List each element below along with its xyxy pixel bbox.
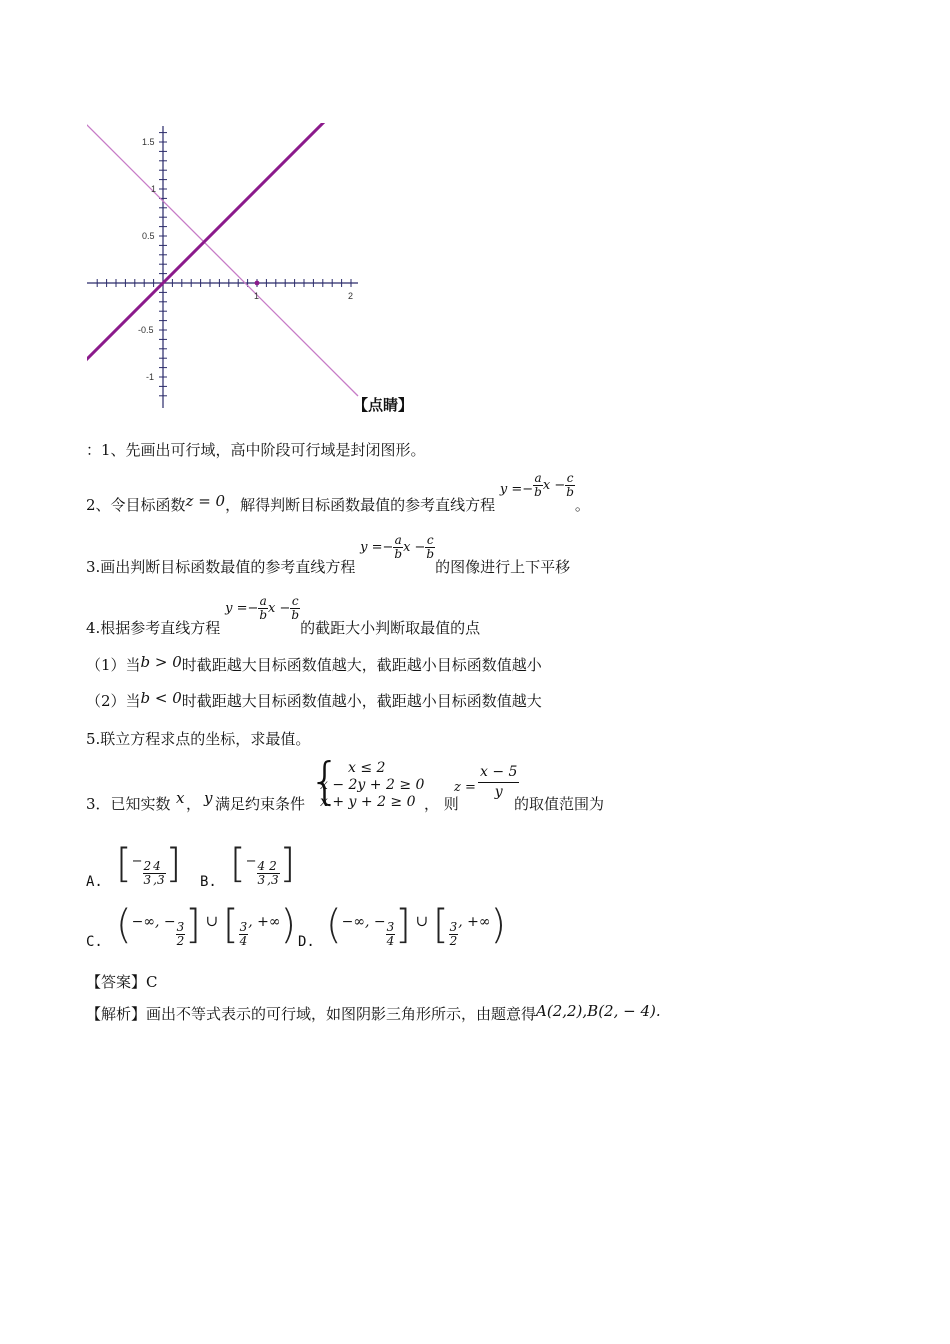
question-then: ， 则 bbox=[424, 795, 459, 813]
x-tick-label-1: 1 bbox=[254, 291, 260, 301]
constraint-2: x − 2y + 2 ≥ 0 bbox=[320, 777, 425, 793]
step-4-case-2: （2）当b < 0时截距越大目标函数值越小，截距越小目标函数值越大 bbox=[86, 689, 542, 710]
dianjing-heading: 【点睛】 bbox=[353, 396, 414, 414]
option-a-label[interactable]: A. bbox=[86, 874, 103, 890]
z-equals-zero: z = 0 bbox=[185, 492, 226, 510]
line-y-equals-x bbox=[80, 121, 325, 376]
analysis-points: A(2,2),B(2, − 4). bbox=[536, 1002, 661, 1020]
eq-y: y =− bbox=[499, 482, 534, 498]
question-constraint-label: 满足约束条件 bbox=[215, 795, 306, 813]
constraint-system bbox=[320, 760, 424, 811]
comma: ， bbox=[186, 795, 202, 813]
eq-y: y =− bbox=[360, 540, 394, 556]
function-graph bbox=[80, 118, 370, 413]
step-4 bbox=[86, 594, 481, 637]
step-5: 5.联立方程求点的坐标，求最值。 bbox=[86, 730, 311, 748]
option-b-expression[interactable]: [− $\frac{4}{3}$ $\frac{2}{,3}$ ] bbox=[230, 841, 296, 887]
constraint-1: x ≤ 2 bbox=[348, 760, 386, 776]
graph-axes bbox=[87, 126, 358, 408]
step-3-suffix: 的图像进行上下平移 bbox=[435, 558, 571, 576]
y-tick-label-0.5: 0.5 bbox=[142, 231, 155, 241]
line-y-equals-1-minus-x bbox=[80, 118, 358, 396]
option-c-label[interactable]: C. bbox=[86, 934, 103, 950]
option-d-label[interactable]: D. bbox=[298, 934, 315, 950]
step-4-suffix: 的截距大小判断取最值的点 bbox=[300, 619, 481, 637]
var-x: x bbox=[176, 789, 185, 807]
constraint-3: x + y + 2 ≥ 0 bbox=[320, 794, 416, 810]
z-equals: z = bbox=[454, 780, 476, 795]
eq-x: x − bbox=[268, 601, 291, 617]
y-tick-label-1.5: 1.5 bbox=[142, 137, 155, 147]
step-4-prefix: 4.根据参考直线方程 bbox=[86, 619, 221, 637]
option-d-expression[interactable]: (−∞, − $\frac{3}{4}$ ] ∪ [ $\frac{3}{2}$ , +∞) bbox=[326, 902, 507, 948]
step-2-prefix: 2、令目标函数 bbox=[86, 496, 186, 514]
eq-x: x − bbox=[542, 478, 566, 494]
analysis-text: 【解析】画出不等式表示的可行域，如图阴影三角形所示，由题意得 bbox=[86, 1005, 537, 1023]
var-y: y bbox=[204, 789, 213, 807]
y-tick-label-neg0.5: -0.5 bbox=[138, 325, 154, 335]
eq-y: y =− bbox=[225, 601, 259, 617]
option-c-expression[interactable]: (−∞, − $\frac{3}{2}$ ] ∪ [ $\frac{3}{4}$ , +∞) bbox=[116, 902, 297, 948]
x-tick-label-2: 2 bbox=[348, 291, 354, 301]
step-3 bbox=[86, 533, 571, 576]
analysis bbox=[86, 1003, 661, 1024]
eq-x: x − bbox=[403, 540, 426, 556]
constraint-brace: { bbox=[309, 752, 341, 810]
reference-line-equation: y =− $\frac{a}{b}$ x − $\frac{c}{b}$ bbox=[499, 471, 574, 499]
option-a-expression[interactable]: [− $\frac{2}{3}$ $\frac{4}{,3}$ ] bbox=[116, 841, 182, 887]
intersection-point bbox=[255, 281, 260, 286]
step-3-prefix: 3.画出判断目标函数最值的参考直线方程 bbox=[86, 558, 356, 576]
answer: 【答案】C bbox=[86, 973, 158, 991]
y-tick-label-neg1: -1 bbox=[146, 372, 155, 382]
step-2 bbox=[86, 471, 590, 514]
step-2-end: 。 bbox=[574, 496, 590, 514]
question-suffix: 的取值范围为 bbox=[514, 795, 605, 813]
step-4-case-1: （1）当b > 0时截距越大目标函数值越大，截距越小目标函数值越小 bbox=[86, 653, 542, 674]
y-tick-label-1: 1 bbox=[151, 184, 157, 194]
reference-line-equation-4: y =− $\frac{a}{b}$ x − $\frac{c}{b}$ bbox=[225, 594, 300, 622]
step-2-middle: ，解得判断目标函数最值的参考直线方程 bbox=[225, 496, 496, 514]
option-b-label[interactable]: B. bbox=[200, 874, 217, 890]
reference-line-equation-3: y =− $\frac{a}{b}$ x − $\frac{c}{b}$ bbox=[360, 533, 435, 561]
step-1: ：1、先画出可行域，高中阶段可行域是封闭图形。 bbox=[86, 441, 426, 459]
question-prefix: 3．已知实数 bbox=[86, 795, 171, 813]
z-fraction: $\frac{x - 5}{y}$ bbox=[480, 764, 518, 800]
